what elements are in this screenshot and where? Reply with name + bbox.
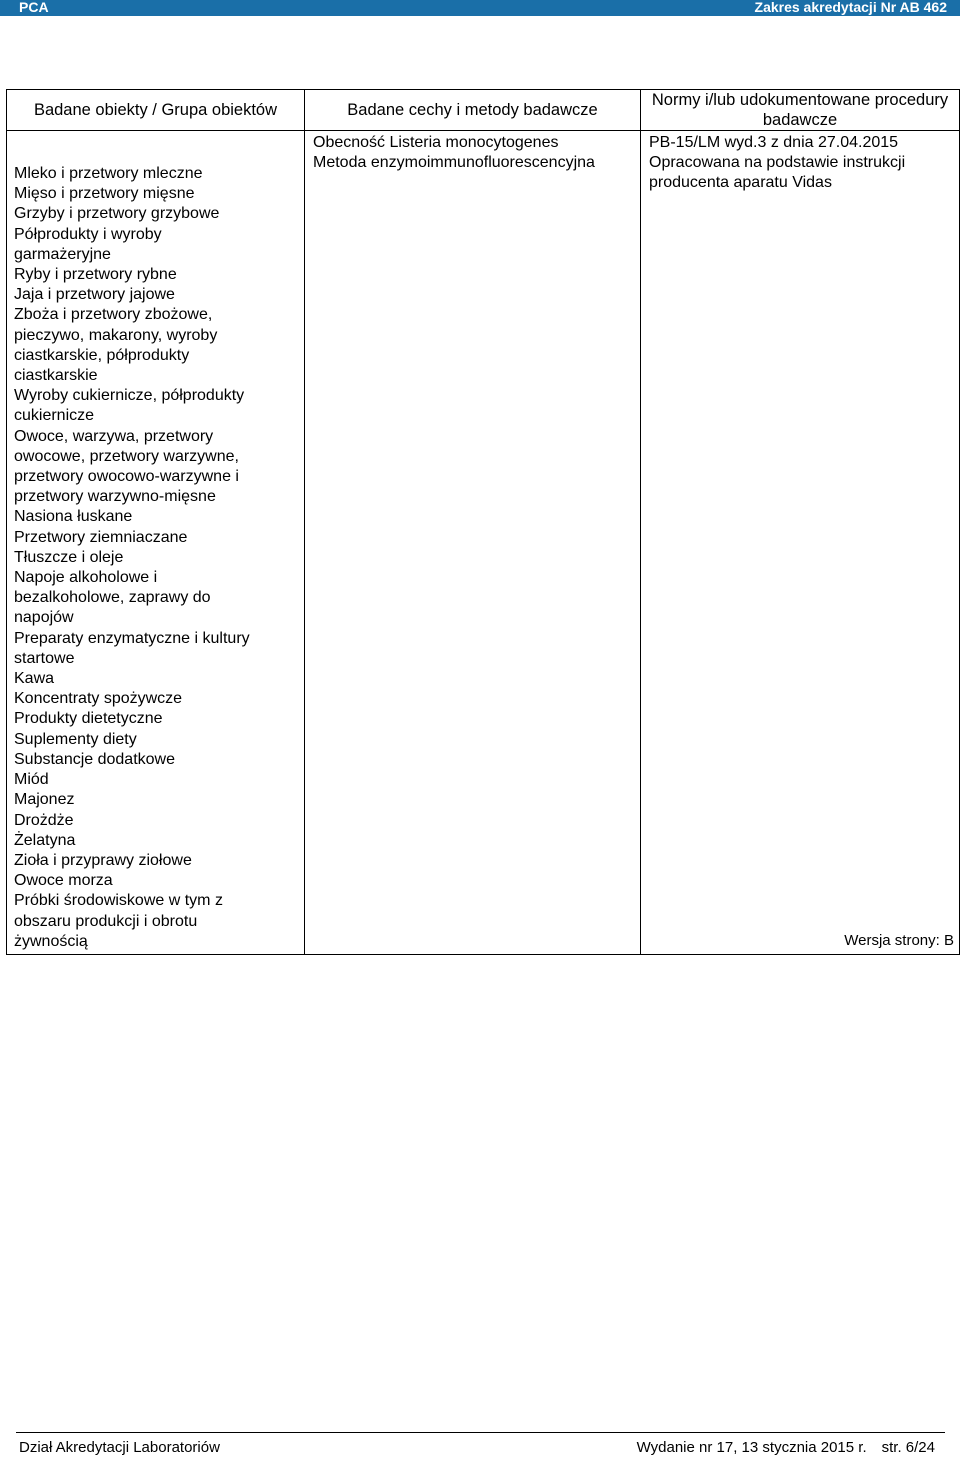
object-group-line: przetwory owocowo-warzywne i — [14, 468, 239, 486]
column-header-objects: Badane obiekty / Grupa obiektów — [7, 90, 305, 131]
object-group-line: Ryby i przetwory rybne — [14, 266, 177, 284]
object-group-line: Substancje dodatkowe — [14, 750, 175, 768]
header-document-title: Zakres akredytacji Nr AB 462 — [754, 0, 947, 15]
object-group-line: Grzyby i przetwory grzybowe — [14, 205, 220, 223]
object-group-line: Miód — [14, 771, 49, 789]
object-group-line: bezalkoholowe, zaprawy do — [14, 589, 211, 607]
object-group-line: garmażeryjne — [14, 245, 111, 263]
methods-cell — [305, 131, 641, 955]
method-line: Metoda enzymoimmunofluorescencyjna — [313, 154, 595, 172]
object-group-line: Wyroby cukiernicze, półprodukty — [14, 387, 245, 405]
footer-edition: Wydanie nr 17, 13 stycznia 2015 r. — [636, 1439, 867, 1456]
norm-line: Opracowana na podstawie instrukcji — [649, 154, 906, 172]
object-group-line: Koncentraty spożywcze — [14, 690, 183, 708]
object-group-line: przetwory warzywno-mięsne — [14, 488, 216, 506]
object-group-line: Kawa — [14, 670, 55, 688]
object-group-line: Półprodukty i wyroby — [14, 225, 162, 243]
footer-page-number: str. 6/24 — [881, 1439, 935, 1456]
object-group-line: owocowe, przetwory warzywne, — [14, 447, 239, 465]
footer-info — [637, 1439, 935, 1456]
object-group-line: Żelatyna — [14, 831, 76, 849]
object-group-line: startowe — [14, 649, 75, 667]
object-group-line: Zioła i przyprawy ziołowe — [14, 851, 192, 869]
objects-cell — [7, 131, 305, 955]
object-group-line: Napoje alkoholowe i — [14, 569, 158, 587]
object-group-line: Mleko i przetwory mleczne — [14, 165, 203, 182]
object-group-line: ciastkarskie, półprodukty — [14, 346, 190, 364]
header-org: PCA — [19, 0, 49, 15]
object-group-line: Suplementy diety — [14, 730, 137, 748]
column-header-methods: Badane cechy i metody badawcze — [305, 90, 641, 131]
object-group-line: napojów — [14, 609, 74, 627]
object-group-line: Majonez — [14, 791, 75, 809]
norm-line: PB-15/LM wyd.3 z dnia 27.04.2015 — [649, 134, 899, 151]
object-group-line: Jaja i przetwory jajowe — [14, 286, 175, 304]
object-group-line: cukiernicze — [14, 407, 95, 425]
object-group-line: Zboża i przetwory zbożowe, — [14, 306, 213, 324]
object-group-line: Drożdże — [14, 811, 74, 829]
method-line: Obecność Listeria monocytogenes — [313, 134, 559, 151]
object-group-line: ciastkarskie — [14, 367, 98, 385]
object-group-line: Produkty dietetyczne — [14, 710, 163, 728]
header-bar — [0, 0, 960, 16]
object-group-line: pieczywo, makarony, wyroby — [14, 326, 218, 344]
footer-department: Dział Akredytacji Laboratoriów — [19, 1439, 220, 1456]
footer-divider — [16, 1432, 945, 1433]
object-group-line: Próbki środowiskowe w tym z — [14, 892, 223, 910]
column-header-norms: Normy i/lub udokumentowane procedury badawcze — [641, 90, 960, 131]
object-group-line: żywnością — [14, 932, 88, 950]
norms-cell — [641, 131, 960, 955]
norm-line: producenta aparatu Vidas — [649, 174, 832, 192]
table-header-row — [7, 90, 960, 131]
object-group-line: Owoce, warzywa, przetwory — [14, 427, 214, 445]
object-group-line: Tłuszcze i oleje — [14, 548, 124, 566]
object-group-line: Mięso i przetwory mięsne — [14, 185, 195, 203]
page-version: Wersja strony: B — [844, 932, 954, 949]
accreditation-scope-table — [6, 89, 960, 955]
object-group-line: Owoce morza — [14, 872, 113, 890]
object-group-line: Nasiona łuskane — [14, 508, 133, 526]
object-group-line: Preparaty enzymatyczne i kultury — [14, 629, 250, 647]
table-row — [7, 131, 960, 955]
object-group-line: Przetwory ziemniaczane — [14, 528, 188, 546]
object-group-line: obszaru produkcji i obrotu — [14, 912, 198, 930]
